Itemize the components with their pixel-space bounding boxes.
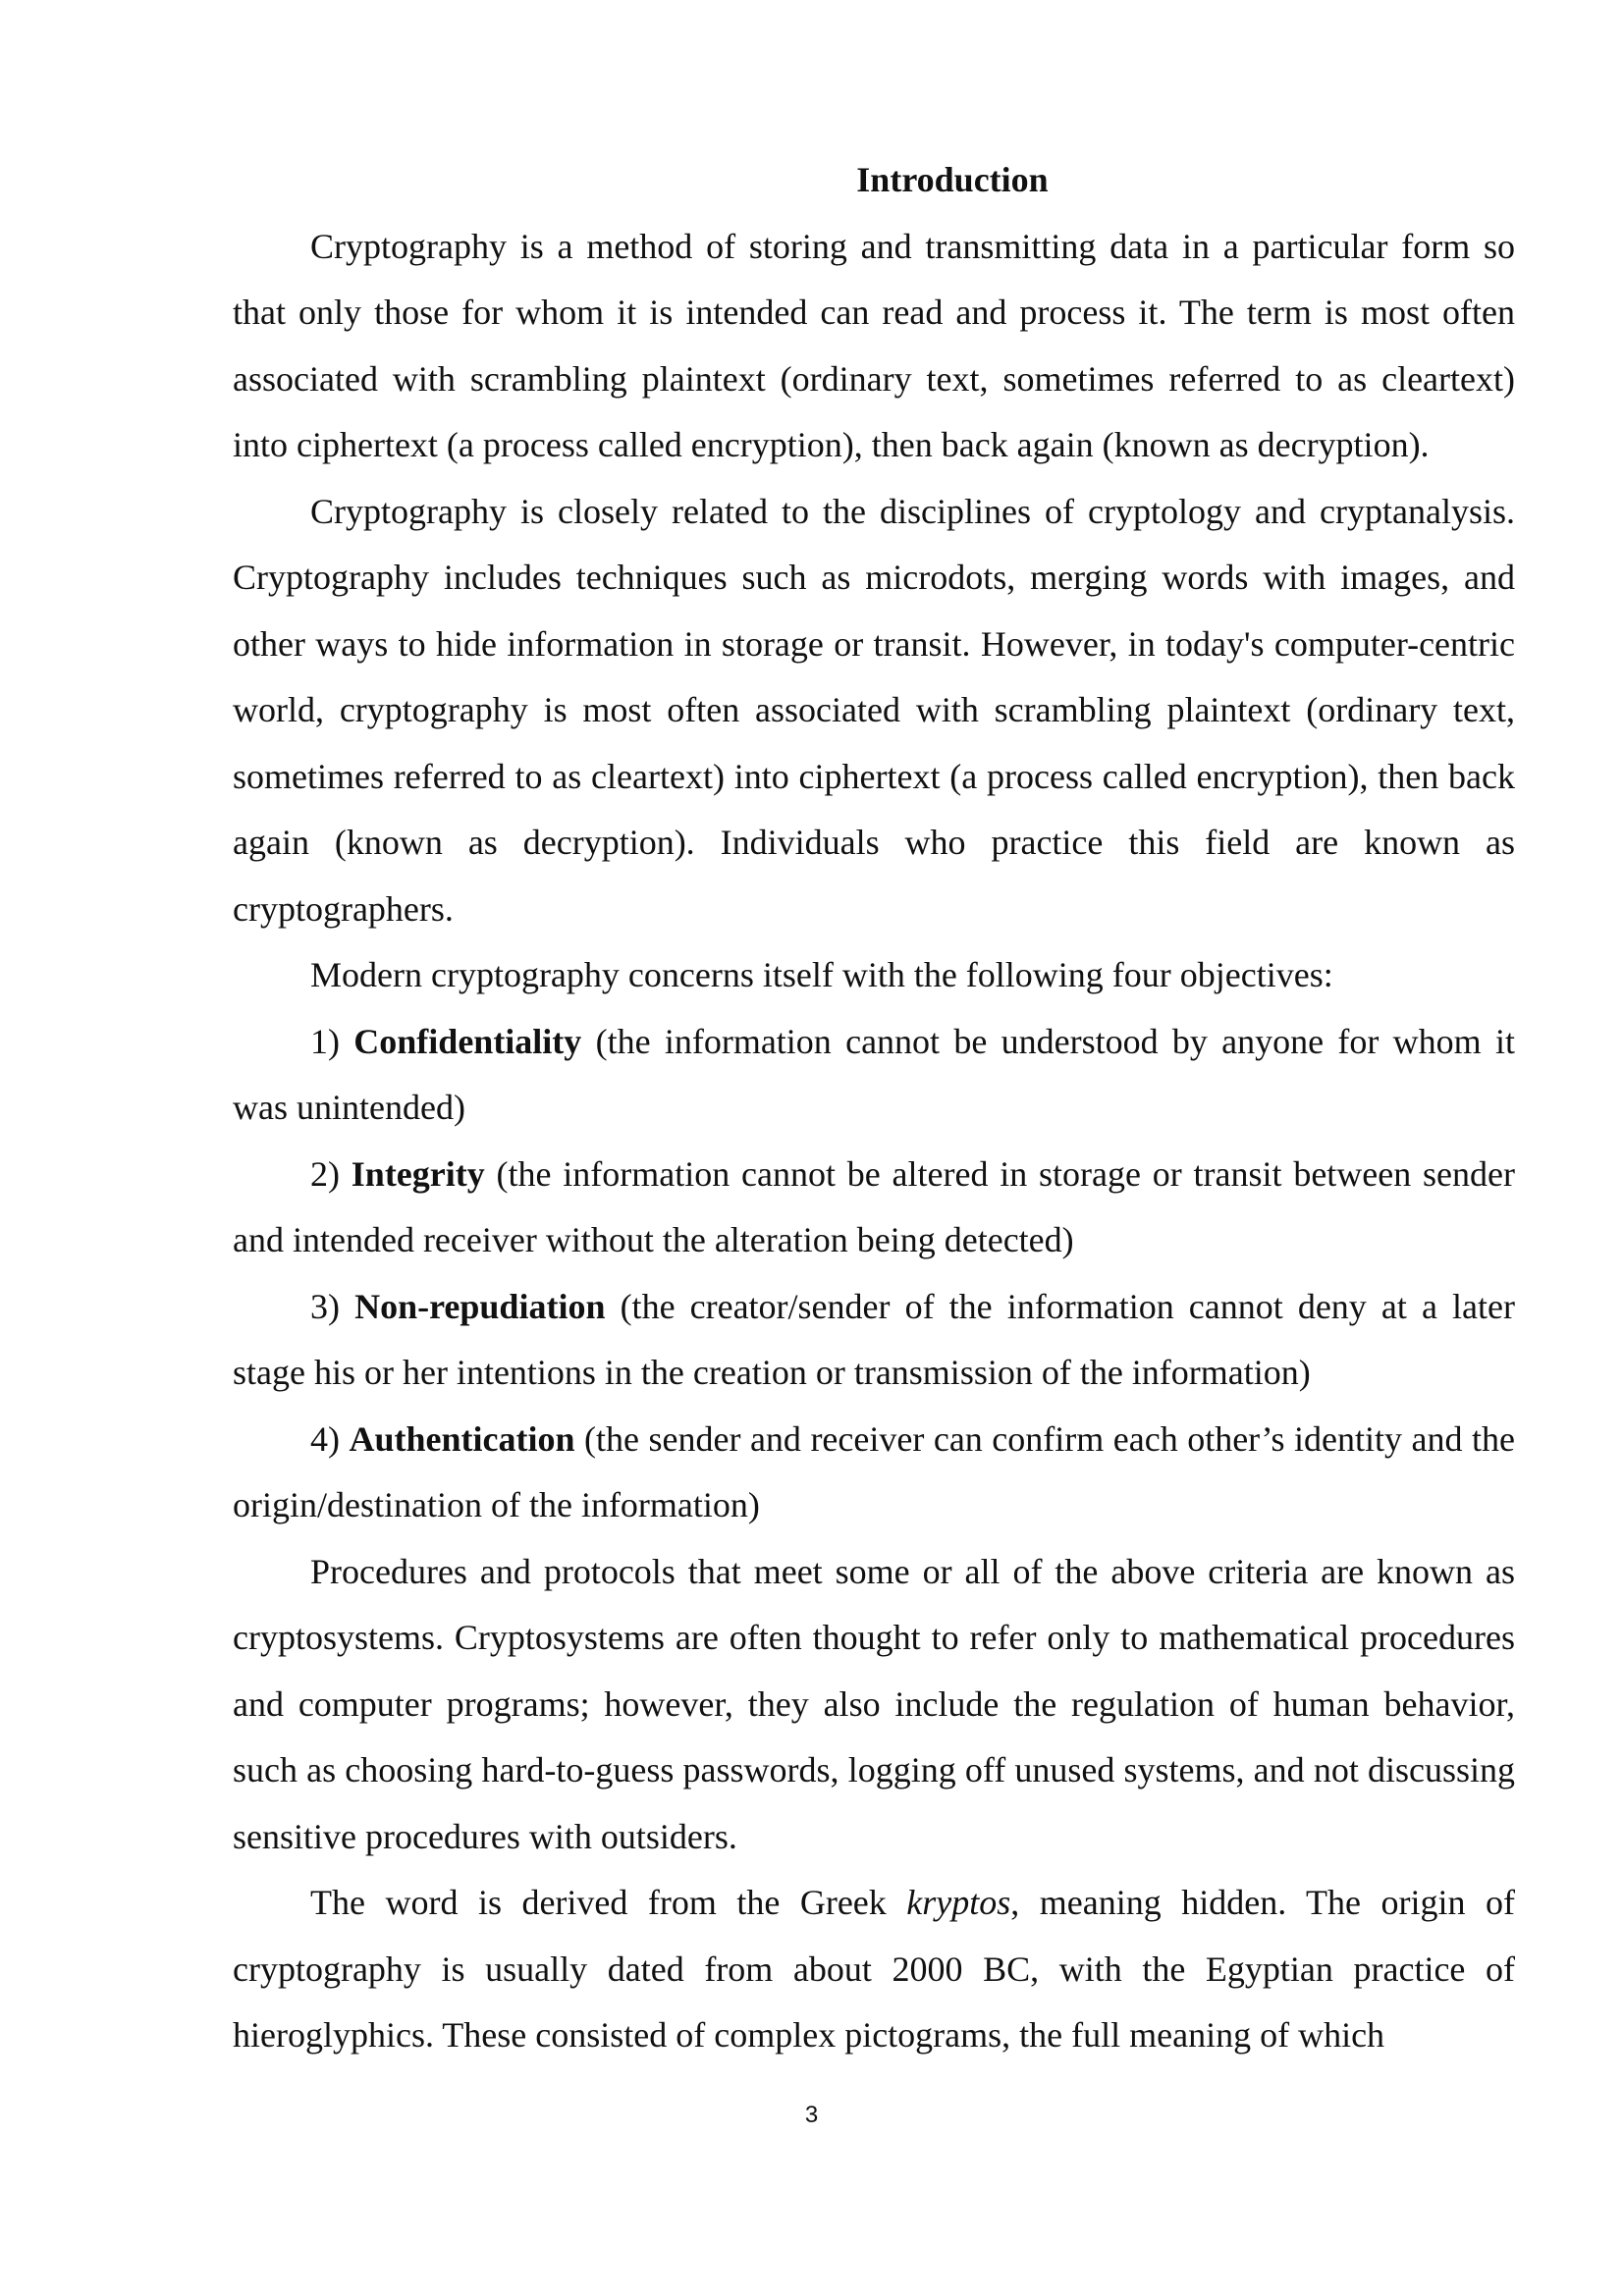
- section-heading: Introduction: [856, 160, 1049, 199]
- objective-term: Integrity: [351, 1153, 485, 1194]
- objective-number: 1): [310, 1021, 354, 1061]
- paragraph-cryptosystems: Procedures and protocols that meet some or all of the above criteria are known as cryptosystems. Cryptosystems are often thought to refer only to mathematical procedures and computer programs; however, they also include the regulation of human behavior, such as choosing hard-to-guess passwords, logging off unused systems, and not discussing sensitive procedures with outsiders.: [233, 1551, 1515, 1856]
- objective-description: (the creator/sender of the information cannot deny at a later stage his or her intentions in the creation or transmission of the information): [233, 1286, 1515, 1392]
- paragraph-definition: Cryptography is a method of storing and transmitting data in a particular form so that only those for whom it is intended can read and process it. The term is most often associated with scrambling plaintext (ordinary text, sometimes referred to as cleartext) into ciphertext (a process called encryption), then back again (known as decryption).: [233, 226, 1515, 464]
- objective-confidentiality: [233, 1009, 1515, 1142]
- objective-term: Authentication: [349, 1418, 575, 1459]
- origin-text-after: , meaning hidden. The origin of cryptography is usually dated from about 2000 BC, with the Egyptian practice of hieroglyphics. These consisted of complex pictograms, the full meaning of which: [233, 1883, 1515, 2055]
- objective-non-repudiation: [233, 1274, 1515, 1407]
- origin-text-before: The word is derived from the Greek: [310, 1883, 907, 1922]
- objective-number: 3): [310, 1286, 355, 1326]
- page-number: 3: [804, 2102, 819, 2128]
- objective-description: (the information cannot be understood by anyone for whom it was unintended): [233, 1021, 1515, 1127]
- objective-number: 4): [310, 1418, 350, 1459]
- objective-authentication: [233, 1407, 1515, 1539]
- objective-term: Non-repudiation: [354, 1286, 606, 1326]
- paragraph-objectives-intro: Modern cryptography concerns itself with the following four objectives:: [310, 955, 1333, 994]
- objective-description: (the sender and receiver can confirm each other’s identity and the origin/destination of the information): [233, 1418, 1515, 1524]
- objective-term: Confidentiality: [353, 1021, 582, 1061]
- document-page: [233, 147, 1515, 2069]
- paragraph-word-origin: [233, 1870, 1515, 2069]
- objective-integrity: [233, 1142, 1515, 1274]
- objective-description: (the information cannot be altered in storage or transit between sender and intended receiver without the alteration being detected): [233, 1153, 1515, 1259]
- paragraph-related-disciplines: Cryptography is closely related to the disciplines of cryptology and cryptanalysis. Cryptography includes techniques such as microdots, merging words with images, and other ways to hide information in storage or transit. However, in today's computer-centric world, cryptography is most often associated with scrambling plaintext (ordinary text, sometimes referred to as cleartext) into ciphertext (a process called encryption), then back again (known as decryption). Individuals who practice this field are known as cryptographers.: [233, 491, 1515, 929]
- greek-term: kryptos: [906, 1883, 1011, 1922]
- objective-number: 2): [310, 1153, 352, 1194]
